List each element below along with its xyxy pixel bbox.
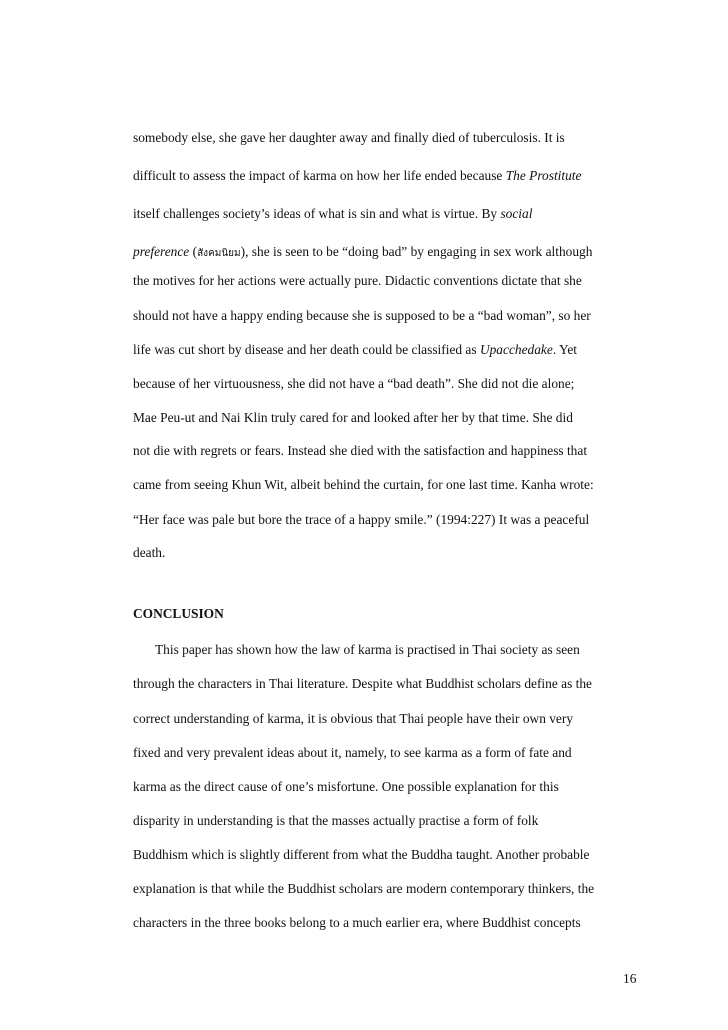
text-line [133, 915, 581, 931]
text-run: through the characters in Thai literature. Despite what Buddhist scholars define as the [133, 676, 592, 691]
text-run: death. [133, 545, 166, 560]
text-run: explanation is that while the Buddhist scholars are modern contemporary thinkers, the [133, 881, 595, 896]
page-number: 16 [623, 971, 637, 986]
text-line [133, 847, 589, 863]
text-run: “Her face was pale but bore the trace of a happy smile.” (1994:227) It was a peaceful [133, 512, 590, 527]
text-run: ), she is seen to be “doing bad” by engaging in sex work although [240, 244, 593, 259]
text-line [133, 206, 532, 222]
text-line [133, 376, 574, 392]
text-run: This paper has shown how the law of karma is practised in Thai society as seen [155, 642, 580, 657]
text-run: characters in the three books belong to a much earlier era, where Buddhist concepts [133, 915, 581, 930]
text-run: came from seeing Khun Wit, albeit behind the curtain, for one last time. Kanha wrote: [133, 477, 594, 492]
text-run: itself challenges society’s ideas of what is sin and what is virtue. By [133, 206, 501, 221]
section-heading: CONCLUSION [133, 606, 224, 621]
emphasis-text: social [500, 206, 533, 221]
text-line [133, 881, 594, 897]
text-line [133, 443, 587, 459]
text-run: life was cut short by disease and her death could be classified as [133, 342, 480, 357]
text-run: somebody else, she gave her daughter away and finally died of tuberculosis. It is [133, 130, 565, 145]
text-run: disparity in understanding is that the masses actually practise a form of folk [133, 813, 539, 828]
text-run: fixed and very prevalent ideas about it, namely, to see karma as a form of fate and [133, 745, 572, 760]
text-run: because of her virtuousness, she did not have a “bad death”. She did not die alone; [133, 376, 575, 391]
text-line [133, 745, 572, 761]
text-line [133, 779, 559, 795]
text-line [133, 410, 573, 426]
text-line [133, 308, 591, 324]
text-run: should not have a happy ending because she is supposed to be a “bad woman”, so her [133, 308, 591, 323]
text-line [133, 244, 592, 262]
text-line [133, 711, 573, 727]
text-line [155, 642, 580, 658]
text-line [133, 477, 594, 493]
text-run: not die with regrets or fears. Instead she died with the satisfaction and happiness that [133, 443, 588, 458]
text-run: Mae Peu-ut and Nai Klin truly cared for and looked after her by that time. She did [133, 410, 573, 425]
text-line [133, 273, 582, 289]
text-line [133, 168, 581, 184]
text-line [133, 342, 577, 358]
text-line [133, 130, 565, 146]
text-run: difficult to assess the impact of karma on how her life ended because [133, 168, 506, 183]
book-title: The Prostitute [505, 168, 582, 183]
text-run: the motives for her actions were actually pure. Didactic conventions dictate that she [133, 273, 582, 288]
text-run: . Yet [552, 342, 578, 357]
text-line [133, 545, 165, 561]
text-line [133, 676, 592, 692]
text-run: Buddhism which is slightly different from what the Buddha taught. Another probable [133, 847, 590, 862]
emphasis-text: Upacchedake [479, 342, 553, 357]
text-line [133, 813, 538, 829]
text-line [133, 512, 589, 528]
text-run: karma as the direct cause of one’s misfortune. One possible explanation for this [133, 779, 559, 794]
emphasis-text: preference [133, 244, 190, 259]
thai-term: สังคมนิยม [197, 248, 241, 259]
text-run: ( [189, 244, 198, 259]
text-run: correct understanding of karma, it is obvious that Thai people have their own very [133, 711, 574, 726]
